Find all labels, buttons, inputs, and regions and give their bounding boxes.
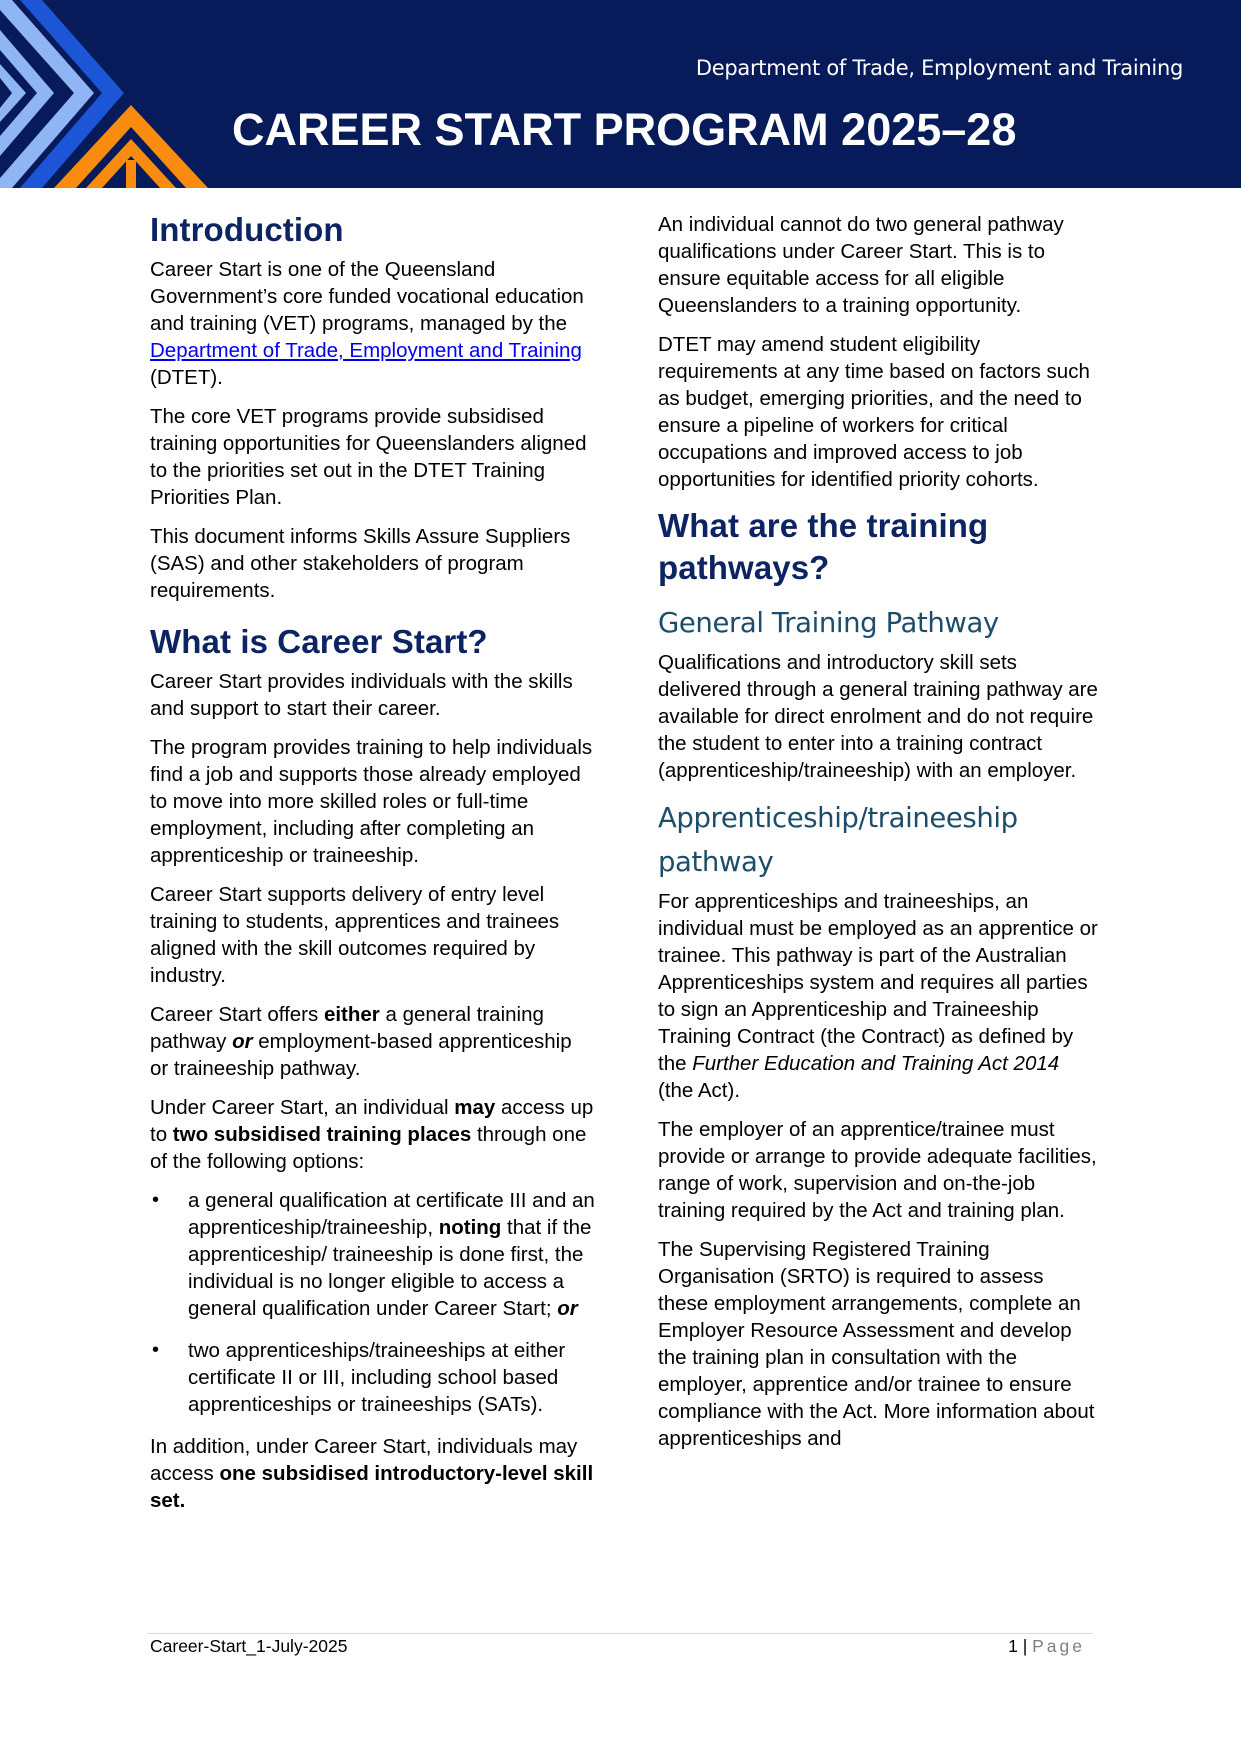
right-paragraph-2: DTET may amend student eligibility requirements at any time based on factors such as budget, emerging priorities, and the need to ensure a pipeline of workers for critical occupations and improved access to job opportunities for identified priority cohorts.	[658, 333, 1090, 491]
text: Career Start offers	[150, 1003, 324, 1026]
intro-paragraph-3: This document informs Skills Assure Suppliers (SAS) and other stakeholders of program requirements.	[150, 525, 571, 602]
left-column	[150, 210, 595, 1526]
text: that if the apprenticeship/ traineeship is done first, the individual is no longer eligible to access a general qualification under Career Start;	[188, 1216, 592, 1320]
act-title: Further Education and Training Act 2014	[692, 1052, 1060, 1075]
header-banner	[0, 0, 1241, 188]
emphasis-skill-set: one subsidised introductory-level skill set.	[150, 1462, 594, 1512]
dtet-logo-icon	[0, 0, 220, 188]
text: Under Career Start, an individual	[150, 1096, 455, 1119]
intro-paragraph-2: The core VET programs provide subsidised training opportunities for Queenslanders aligned to the priorities set out in the DTET Training Priorities Plan.	[150, 405, 587, 509]
page-title: CAREER START PROGRAM 2025–28	[232, 104, 1017, 155]
apprenticeship-pathway-heading: Apprenticeship/traineeship pathway	[658, 802, 1018, 878]
what-paragraph-4	[150, 1001, 595, 1082]
intro-paragraph-1	[150, 256, 595, 391]
what-paragraph-2: The program provides training to help individuals find a job and supports those already employed to move into more skilled roles or full-time employment, including after completing an apprenticeship or traineeship.	[150, 736, 593, 867]
dtet-link[interactable]: Department of Trade, Employment and Training	[150, 339, 582, 362]
emphasis-either: either	[323, 1003, 380, 1026]
text: (the Act).	[658, 1079, 741, 1102]
text: a general training pathway	[150, 1003, 544, 1053]
page-separator: |	[1022, 1636, 1028, 1656]
emphasis-noting: noting	[438, 1216, 502, 1239]
text: For apprenticeships and traineeships, an individual must be employed as an apprentice or trainee. This pathway is part of the Australian Apprenticeships system and requires all parties to sign an Apprenticeship and Traineeship Training Contract (the Contract) as defined by the	[658, 890, 1098, 1075]
intro-text: Career Start is one of the Queensland Government’s core funded vocational education and training (VET) programs, managed by the	[150, 258, 584, 335]
text: In addition, under Career Start, individuals may access	[150, 1435, 578, 1485]
footer-page-indicator	[1008, 1636, 1085, 1657]
what-paragraph-6	[150, 1433, 595, 1514]
general-pathway-heading: General Training Pathway	[658, 607, 999, 639]
what-paragraph-1: Career Start provides individuals with the skills and support to start their career.	[150, 670, 573, 720]
emphasis-two-places: two subsidised training places	[172, 1123, 472, 1146]
text: through one of the following options:	[150, 1123, 587, 1173]
what-paragraph-5	[150, 1094, 595, 1175]
what-is-career-start-heading: What is Career Start?	[150, 623, 488, 660]
emphasis-or: or	[557, 1297, 578, 1320]
what-paragraph-3: Career Start supports delivery of entry level training to students, apprentices and trainees aligned with the skill outcomes required by industry.	[150, 883, 560, 987]
introduction-heading: Introduction	[150, 211, 344, 248]
options-list	[150, 1187, 595, 1418]
department-name: Department of Trade, Employment and Training	[695, 56, 1183, 80]
page-label: Page	[1032, 1636, 1085, 1656]
emphasis-may: may	[454, 1096, 496, 1119]
list-item	[150, 1337, 595, 1418]
right-column	[658, 211, 1098, 1464]
apprenticeship-paragraph-1	[658, 888, 1098, 1104]
text: access up to	[150, 1096, 594, 1146]
footer-divider	[147, 1633, 1093, 1634]
text: a general qualification at certificate III and an apprenticeship/traineeship,	[188, 1189, 595, 1239]
bullet-icon: •	[152, 1189, 160, 1211]
list-item	[150, 1187, 595, 1322]
emphasis-or: or	[232, 1030, 253, 1053]
training-pathways-heading: What are the training pathways?	[658, 507, 989, 586]
footer-document-id: Career-Start_1-July-2025	[150, 1636, 348, 1656]
page-number: 1	[1008, 1636, 1018, 1656]
apprenticeship-paragraph-3: The Supervising Registered Training Organisation (SRTO) is required to assess these employment arrangements, complete an Employer Resource Assessment and develop the training plan in consultation with the employer, apprentice and/or trainee to ensure compliance with the Act. More information about apprenticeships and	[658, 1238, 1095, 1450]
right-paragraph-1: An individual cannot do two general pathway qualifications under Career Start. This is to ensure equitable access for all eligible Queenslanders to a training opportunity.	[658, 213, 1064, 317]
apprenticeship-paragraph-2: The employer of an apprentice/trainee must provide or arrange to provide adequate facilities, range of work, supervision and on-the-job training required by the Act and training plan.	[658, 1118, 1097, 1222]
bullet-icon: •	[152, 1339, 160, 1361]
intro-text-end: (DTET).	[150, 366, 223, 389]
text: employment-based apprenticeship or traineeship pathway.	[150, 1030, 572, 1080]
text: two apprenticeships/traineeships at either certificate II or III, including school based apprenticeships or traineeships (SATs).	[188, 1339, 566, 1416]
logo-orange-stem	[126, 160, 136, 188]
general-pathway-paragraph: Qualifications and introductory skill sets delivered through a general training pathway are available for direct enrolment and do not require the student to enter into a training contract (apprenticeship/traineeship) with an employer.	[658, 651, 1098, 782]
